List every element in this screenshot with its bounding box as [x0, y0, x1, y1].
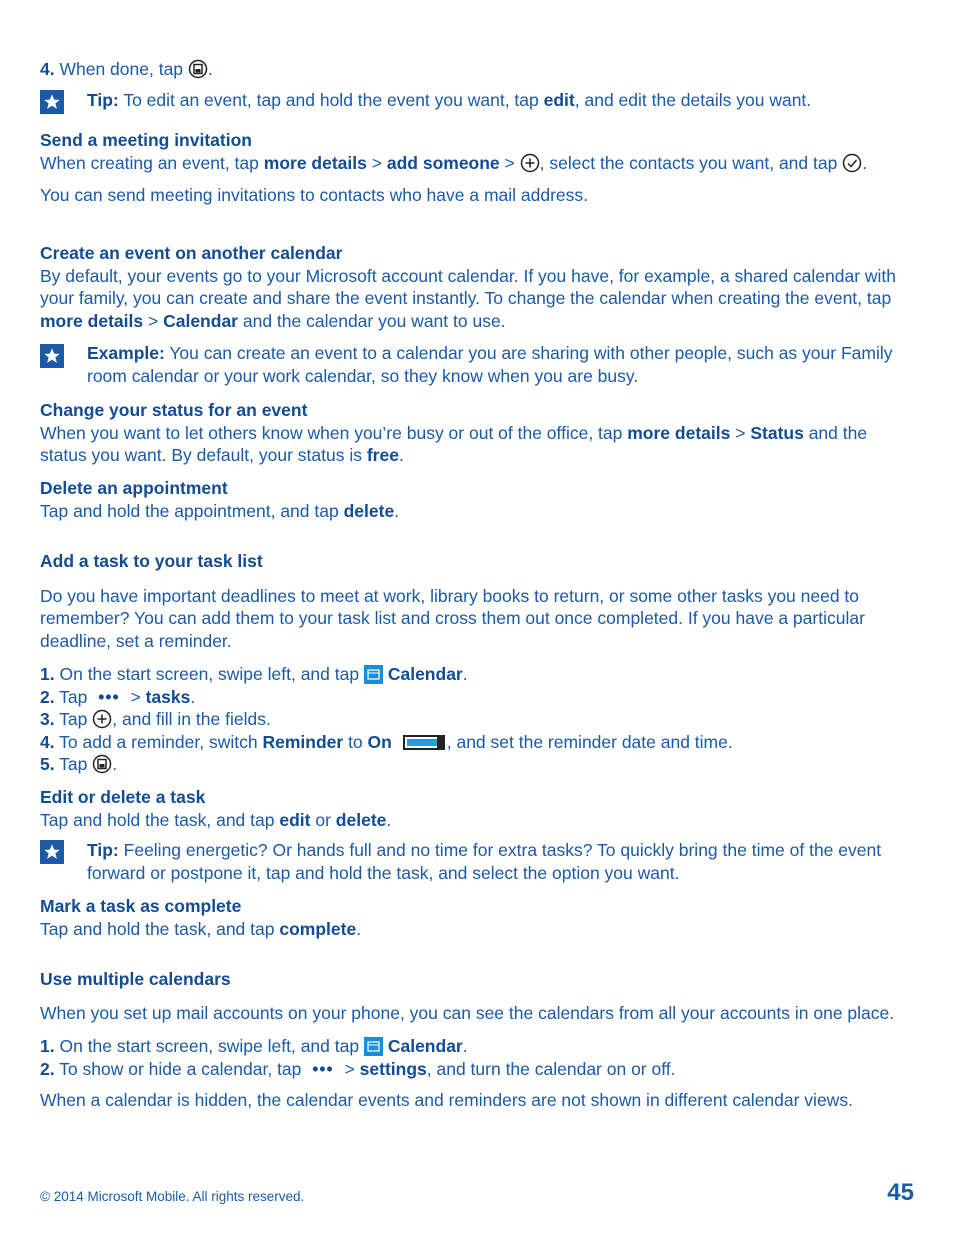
step: 3. Tap , and fill in the fields.: [40, 709, 271, 729]
save-icon: [188, 59, 208, 79]
step: 4. To add a reminder, switch Reminder to On , and set the reminder date and time.: [40, 731, 733, 752]
step: 5. Tap .: [40, 754, 118, 774]
step-when-done: 4. When done, tap .: [40, 59, 213, 79]
delete-appointment-section: [40, 477, 918, 522]
meeting-section: [40, 129, 918, 207]
add-icon: [520, 153, 540, 173]
section-heading: Change your status for an event: [40, 400, 308, 420]
toggle-on-icon: [403, 735, 445, 750]
multiple-calendars-section: [40, 968, 918, 1112]
tasks-section: [40, 550, 918, 776]
calendar-tile-icon: [364, 1037, 383, 1056]
tip-edit-event: Tip: To edit an event, tap and hold the event you want, tap edit, and edit the details you want.: [87, 90, 812, 110]
more-icon: •••: [312, 1058, 334, 1079]
section-heading: Mark a task as complete: [40, 896, 242, 916]
step: 2. To show or hide a calendar, tap ••• > settings, and turn the calendar on or off.: [40, 1058, 676, 1079]
edit-task-section: [40, 786, 918, 831]
steps-list: [40, 663, 918, 776]
check-icon: [842, 153, 862, 173]
paragraph: Tap and hold the task, and tap complete.: [40, 918, 362, 939]
example-tip: Example: You can create an event to a calendar you are sharing with other people, such as your Family room calendar or your work calendar, so they know when you are busy.: [87, 343, 893, 386]
paragraph: You can send meeting invitations to contacts who have a mail address.: [40, 185, 589, 205]
star-icon: [40, 840, 64, 864]
star-icon: [40, 90, 64, 114]
section-heading: Send a meeting invitation: [40, 130, 252, 150]
paragraph: When you want to let others know when you’re busy or out of the office, tap more details > Status and the status you want. By default, your status is free.: [40, 422, 868, 465]
complete-task-section: [40, 895, 918, 940]
paragraph: By default, your events go to your Microsoft account calendar. If you have, for example, a shared calendar with your family, you can create and share the event instantly. To change the calendar when creating the event, tap more details > Calendar and the calendar you want to use.: [40, 265, 897, 331]
section-title: Use multiple calendars: [40, 969, 231, 989]
paragraph: Tap and hold the task, and tap edit or delete.: [40, 809, 392, 830]
paragraph: Do you have important deadlines to meet at work, library books to return, or some other tasks you need to remember? You can add them to your task list and cross them out once completed. If you have a particular deadline, set a reminder.: [40, 585, 865, 651]
another-calendar-section: [40, 242, 918, 332]
step: 1. On the start screen, swipe left, and tap Calendar.: [40, 1036, 468, 1056]
step: 2. Tap ••• > tasks.: [40, 686, 196, 707]
copyright: © 2014 Microsoft Mobile. All rights reserved.: [40, 1189, 305, 1204]
section-heading: Delete an appointment: [40, 478, 228, 498]
paragraph: When a calendar is hidden, the calendar events and reminders are not shown in different calendar views.: [40, 1090, 853, 1110]
save-icon: [92, 754, 112, 774]
calendar-tile-icon: [364, 665, 383, 684]
steps-list: [40, 1035, 918, 1080]
tip-reschedule-task: Tip: Feeling energetic? Or hands full and no time for extra tasks? To quickly bring the time of the event forward or postpone it, tap and hold the task, and select the option you want.: [87, 840, 882, 883]
paragraph: When creating an event, tap more details > add someone > , select the contacts you want, and tap .: [40, 152, 868, 173]
page-number: 45: [887, 1179, 914, 1206]
add-icon: [92, 709, 112, 729]
more-icon: •••: [98, 686, 120, 707]
status-section: [40, 399, 918, 467]
section-heading: Create an event on another calendar: [40, 243, 343, 263]
paragraph: When you set up mail accounts on your phone, you can see the calendars from all your accounts in one place.: [40, 1002, 895, 1023]
step: 1. On the start screen, swipe left, and tap Calendar.: [40, 664, 468, 684]
section-title: Add a task to your task list: [40, 551, 263, 571]
star-icon: [40, 344, 64, 368]
section-heading: Edit or delete a task: [40, 787, 206, 807]
paragraph: Tap and hold the appointment, and tap delete.: [40, 500, 400, 521]
